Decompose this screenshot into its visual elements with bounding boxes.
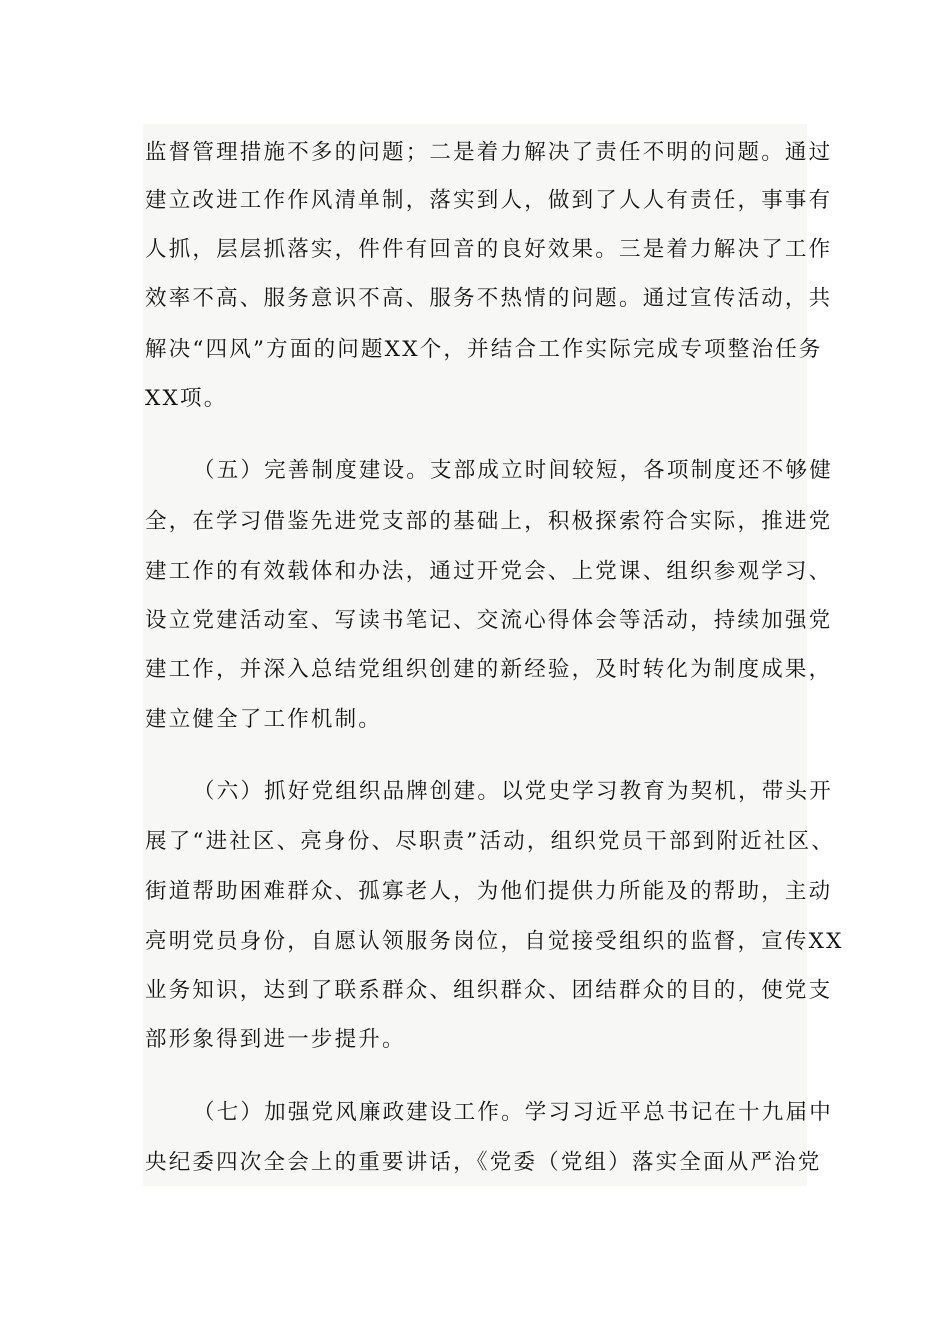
text-line: 建立改进工作作风清单制，落实到人，做到了人人有责任，事事有	[145, 188, 833, 213]
section-heading-line: （七）加强党风廉政建设工作。学习习近平总书记在十九届中	[193, 1100, 833, 1125]
text-line: 人抓，层层抓落实，件件有回音的良好效果。三是着力解决了工作	[145, 237, 833, 262]
text-line: 效率不高、服务意识不高、服务不热情的问题。通过宣传活动，共	[145, 286, 833, 311]
text-line: 设立党建活动室、写读书笔记、交流心得体会等活动，持续加强党	[145, 608, 833, 633]
text-line: 街道帮助困难群众、孤寡老人，为他们提供力所能及的帮助，主动	[145, 879, 833, 904]
text-line: 建立健全了工作机制。	[145, 707, 383, 732]
text-line: 建工作的有效载体和办法，通过开党会、上党课、组织参观学习、	[145, 559, 833, 584]
text-line: 监督管理措施不多的问题；二是着力解决了责任不明的问题。通过	[145, 140, 833, 165]
text-line: 亮明党员身份，自愿认领服务岗位，自觉接受组织的监督，宣传XX	[145, 929, 844, 954]
section-heading-line: （六）抓好党组织品牌创建。以党史学习教育为契机，带头开	[193, 779, 833, 804]
text-line: 展了“进社区、亮身份、尽职责”活动，组织党员干部到附近社区、	[145, 829, 835, 854]
text-line: 业务知识，达到了联系群众、组织群众、团结群众的目的，使党支	[145, 978, 833, 1003]
text-line: XX项。	[145, 386, 228, 411]
text-line: 解决“四风”方面的问题XX个，并结合工作实际完成专项整治任务	[145, 337, 823, 362]
text-line: 部形象得到进一步提升。	[145, 1027, 406, 1052]
text-line: 建工作，并深入总结党组织创建的新经验，及时转化为制度成果，	[145, 657, 833, 682]
section-heading-line: （五）完善制度建设。支部成立时间较短，各项制度还不够健	[193, 458, 833, 483]
text-line: 全，在学习借鉴先进党支部的基础上，积极探索符合实际，推进党	[145, 509, 833, 534]
text-line: 央纪委四次全会上的重要讲话，《党委（党组）落实全面从严治党	[145, 1150, 822, 1175]
